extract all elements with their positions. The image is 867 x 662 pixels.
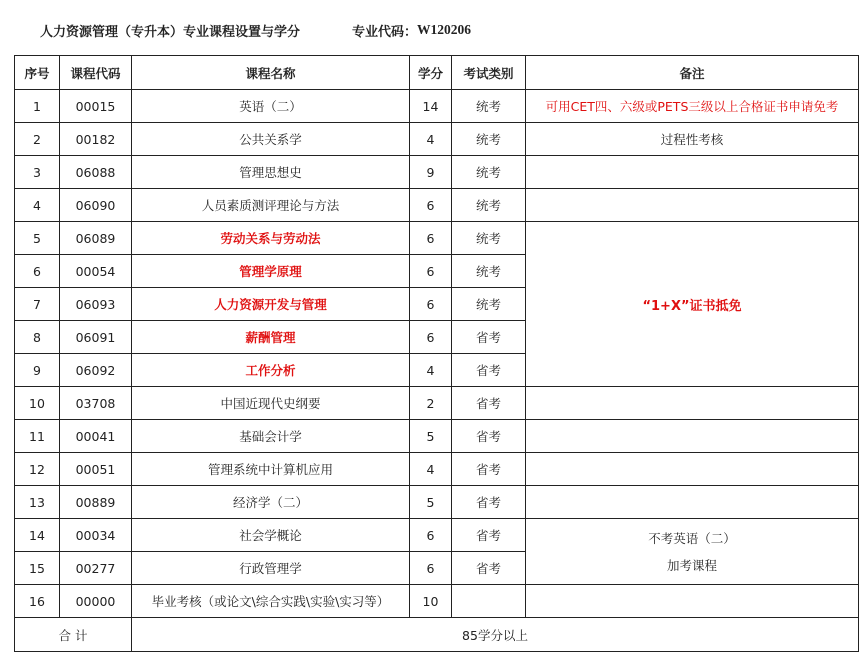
cell-name: 经济学（二） bbox=[132, 486, 410, 519]
cell-seq: 14 bbox=[15, 519, 60, 552]
cell-seq: 2 bbox=[15, 123, 60, 156]
cell-name: 管理思想史 bbox=[132, 156, 410, 189]
cell-credit: 4 bbox=[410, 123, 452, 156]
note-no-english-line2: 加考课程 bbox=[666, 557, 717, 573]
cell-name: 公共关系学 bbox=[132, 123, 410, 156]
cell-type: 统考 bbox=[452, 222, 526, 255]
cell-type: 统考 bbox=[452, 90, 526, 123]
cell-note-empty bbox=[526, 486, 859, 519]
major-code-label: 专业代码： bbox=[352, 24, 418, 40]
cell-name: 英语（二） bbox=[132, 90, 410, 123]
cell-credit: 6 bbox=[410, 222, 452, 255]
cell-type: 省考 bbox=[452, 387, 526, 420]
cell-code: 00889 bbox=[60, 486, 132, 519]
table-row bbox=[15, 519, 859, 552]
cell-code: 03708 bbox=[60, 387, 132, 420]
course-table bbox=[14, 55, 859, 652]
cell-credit: 4 bbox=[410, 453, 452, 486]
cell-credit: 14 bbox=[410, 90, 452, 123]
cell-credit: 6 bbox=[410, 189, 452, 222]
cell-seq: 10 bbox=[15, 387, 60, 420]
cell-code: 00034 bbox=[60, 519, 132, 552]
cell-note-empty bbox=[526, 420, 859, 453]
cell-code: 06090 bbox=[60, 189, 132, 222]
cell-credit: 10 bbox=[410, 585, 452, 618]
cell-type: 省考 bbox=[452, 420, 526, 453]
cell-name: 工作分析 bbox=[132, 354, 410, 387]
cell-name: 中国近现代史纲要 bbox=[132, 387, 410, 420]
cell-seq: 5 bbox=[15, 222, 60, 255]
cell-name: 社会学概论 bbox=[132, 519, 410, 552]
cell-seq: 8 bbox=[15, 321, 60, 354]
cell-credit: 6 bbox=[410, 288, 452, 321]
cell-seq: 15 bbox=[15, 552, 60, 585]
table-row bbox=[15, 222, 859, 255]
cell-note-empty bbox=[526, 156, 859, 189]
note-no-english bbox=[526, 519, 859, 585]
cell-note-empty bbox=[526, 585, 859, 618]
cell-name: 劳动关系与劳动法 bbox=[132, 222, 410, 255]
cell-type: 统考 bbox=[452, 288, 526, 321]
total-value: 85学分以上 bbox=[132, 618, 859, 652]
cell-name: 行政管理学 bbox=[132, 552, 410, 585]
cell-name: 管理系统中计算机应用 bbox=[132, 453, 410, 486]
cell-type: 省考 bbox=[452, 321, 526, 354]
note-process-assessment: 过程性考核 bbox=[526, 123, 859, 156]
cell-code: 00054 bbox=[60, 255, 132, 288]
column-header-name: 课程名称 bbox=[132, 56, 410, 90]
cell-seq: 16 bbox=[15, 585, 60, 618]
cell-code: 06093 bbox=[60, 288, 132, 321]
table-row bbox=[15, 486, 859, 519]
cell-type: 统考 bbox=[452, 123, 526, 156]
column-header-seq: 序号 bbox=[15, 56, 60, 90]
document-header bbox=[40, 19, 471, 41]
cell-seq: 3 bbox=[15, 156, 60, 189]
cell-credit: 5 bbox=[410, 486, 452, 519]
cell-code: 06089 bbox=[60, 222, 132, 255]
column-header-type: 考试类别 bbox=[452, 56, 526, 90]
table-header-row bbox=[15, 56, 859, 90]
cell-seq: 1 bbox=[15, 90, 60, 123]
cell-code: 00277 bbox=[60, 552, 132, 585]
cell-type bbox=[452, 585, 526, 618]
note-exemption: 可用CET四、六级或PETS三级以上合格证书申请免考 bbox=[526, 90, 859, 123]
column-header-credit: 学分 bbox=[410, 56, 452, 90]
cell-type: 省考 bbox=[452, 453, 526, 486]
cell-credit: 6 bbox=[410, 255, 452, 288]
column-header-code: 课程代码 bbox=[60, 56, 132, 90]
cell-code: 00051 bbox=[60, 453, 132, 486]
cell-seq: 7 bbox=[15, 288, 60, 321]
cell-code: 06092 bbox=[60, 354, 132, 387]
cell-code: 06091 bbox=[60, 321, 132, 354]
cell-note-empty bbox=[526, 453, 859, 486]
cell-type: 统考 bbox=[452, 189, 526, 222]
cell-code: 00182 bbox=[60, 123, 132, 156]
cell-credit: 6 bbox=[410, 552, 452, 585]
table-row bbox=[15, 123, 859, 156]
cell-name: 人力资源开发与管理 bbox=[132, 288, 410, 321]
cell-code: 00000 bbox=[60, 585, 132, 618]
table-row bbox=[15, 585, 859, 618]
table-row bbox=[15, 90, 859, 123]
cell-name: 人员素质测评理论与方法 bbox=[132, 189, 410, 222]
cell-type: 统考 bbox=[452, 156, 526, 189]
column-header-note: 备注 bbox=[526, 56, 859, 90]
cell-code: 00015 bbox=[60, 90, 132, 123]
cell-type: 统考 bbox=[452, 255, 526, 288]
cell-name: 基础会计学 bbox=[132, 420, 410, 453]
total-label: 合 计 bbox=[15, 618, 132, 652]
document-title: 人力资源管理（专升本）专业课程设置与学分 bbox=[40, 24, 301, 40]
table-row bbox=[15, 156, 859, 189]
cell-name: 薪酬管理 bbox=[132, 321, 410, 354]
cell-seq: 11 bbox=[15, 420, 60, 453]
cell-credit: 9 bbox=[410, 156, 452, 189]
total-row bbox=[15, 618, 859, 652]
cell-name: 毕业考核（或论文\综合实践\实验\实习等） bbox=[132, 585, 410, 618]
cell-type: 省考 bbox=[452, 519, 526, 552]
table-row bbox=[15, 189, 859, 222]
cell-code: 06088 bbox=[60, 156, 132, 189]
table-row bbox=[15, 387, 859, 420]
cell-type: 省考 bbox=[452, 354, 526, 387]
cell-seq: 6 bbox=[15, 255, 60, 288]
major-code-value: W120206 bbox=[417, 22, 472, 37]
table-row bbox=[15, 420, 859, 453]
cell-type: 省考 bbox=[452, 552, 526, 585]
cell-credit: 5 bbox=[410, 420, 452, 453]
cell-note-empty bbox=[526, 189, 859, 222]
table-row bbox=[15, 453, 859, 486]
cell-credit: 6 bbox=[410, 519, 452, 552]
cell-credit: 2 bbox=[410, 387, 452, 420]
note-certificate-exemption: “1+X”证书抵免 bbox=[526, 222, 859, 387]
cell-seq: 4 bbox=[15, 189, 60, 222]
cell-seq: 9 bbox=[15, 354, 60, 387]
cell-note-empty bbox=[526, 387, 859, 420]
note-no-english-line1: 不考英语（二） bbox=[648, 530, 736, 546]
cell-seq: 13 bbox=[15, 486, 60, 519]
cell-code: 00041 bbox=[60, 420, 132, 453]
cell-name: 管理学原理 bbox=[132, 255, 410, 288]
cell-type: 省考 bbox=[452, 486, 526, 519]
cell-credit: 6 bbox=[410, 321, 452, 354]
cell-seq: 12 bbox=[15, 453, 60, 486]
cell-credit: 4 bbox=[410, 354, 452, 387]
